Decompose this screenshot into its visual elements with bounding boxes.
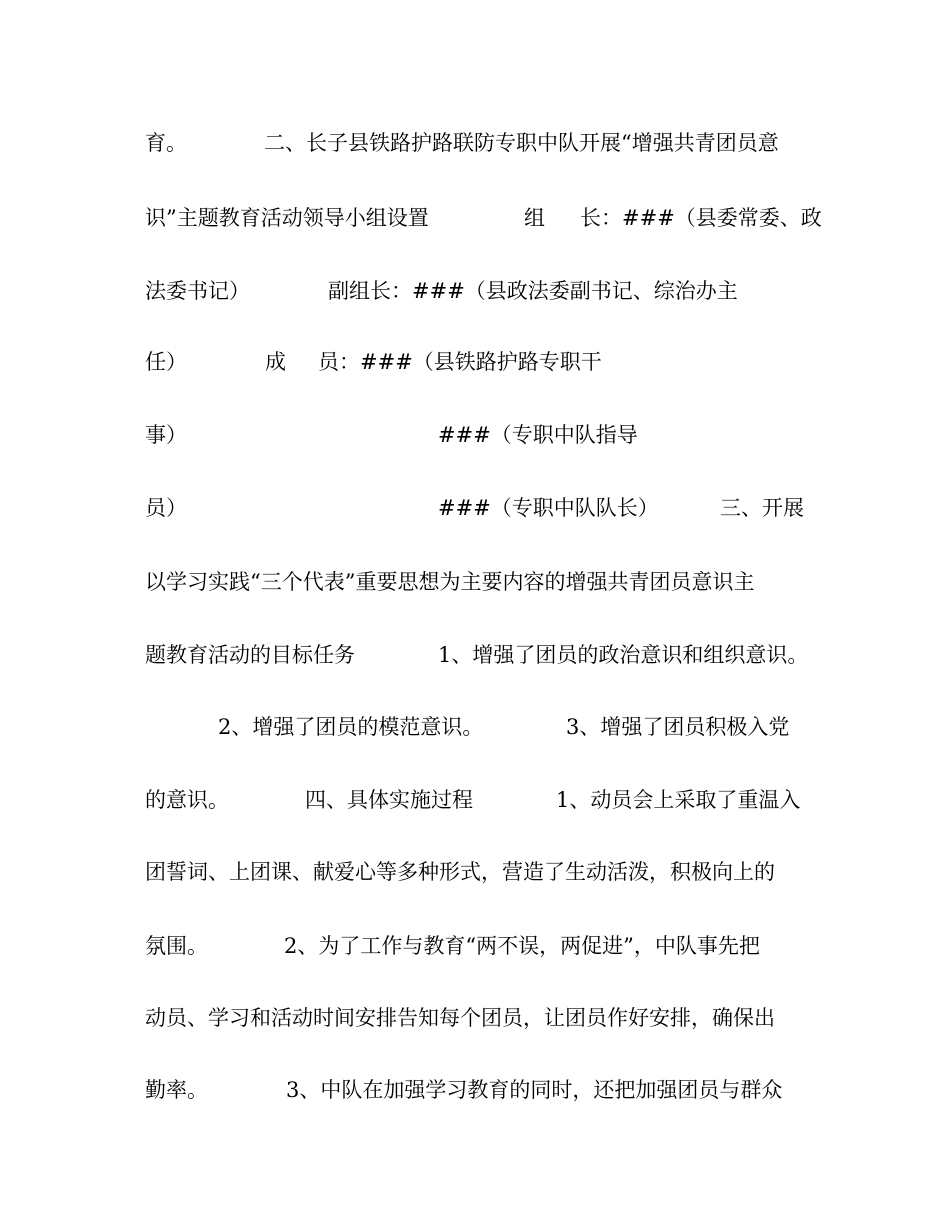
text-segment: 三、开展: [720, 496, 804, 520]
text-segment: ###（专职中队指导: [438, 423, 638, 447]
text-segment: 成: [265, 350, 286, 374]
text-segment: 员）: [145, 496, 187, 520]
text-segment: 的意识。: [145, 788, 229, 812]
text-segment: 副组长：###（县政法委副书记、综治办主: [328, 279, 738, 303]
text-segment: 2、增强了团员的模范意识。: [218, 715, 484, 739]
text-line: [0, 712, 950, 742]
text-segment: 任）: [145, 350, 187, 374]
text-segment: 法委书记）: [145, 279, 250, 303]
text-line: [0, 493, 950, 523]
text-segment: 团誓词、上团课、献爱心等多种形式，营造了生动活泼，积极向上的: [145, 860, 775, 884]
text-line: [0, 128, 950, 158]
text-segment: ###（专职中队队长）: [438, 496, 659, 520]
text-segment: 事）: [145, 423, 187, 447]
text-line: [0, 203, 950, 233]
text-segment: 3、增强了团员积极入党: [566, 715, 790, 739]
text-line: [0, 276, 950, 306]
text-segment: 勤率。: [145, 1078, 208, 1102]
text-segment: 氛围。: [145, 934, 208, 958]
text-segment: 动员、学习和活动时间安排告知每个团员，让团员作好安排，确保出: [145, 1006, 775, 1030]
text-segment: 四、具体实施过程: [305, 788, 473, 812]
text-segment: 2、为了工作与教育“两不误，两促进”，中队事先把: [284, 934, 760, 958]
text-segment: 1、增强了团员的政治意识和组织意识。: [438, 643, 809, 667]
text-segment: 3、中队在加强学习教育的同时，还把加强团员与群众: [286, 1078, 783, 1102]
text-line: [0, 567, 950, 597]
text-line: [0, 640, 950, 670]
text-line: [0, 347, 950, 377]
text-segment: 二、长子县铁路护路联防专职中队开展“增强共青团员意: [264, 131, 779, 155]
text-line: [0, 1075, 950, 1105]
text-line: [0, 931, 950, 961]
text-segment: 以学习实践“三个代表”重要思想为主要内容的增强共青团员意识主: [145, 570, 755, 594]
text-segment: 组: [524, 206, 545, 230]
text-line: [0, 857, 950, 887]
text-line: [0, 1003, 950, 1033]
text-line: [0, 785, 950, 815]
text-segment: 题教育活动的目标任务: [145, 643, 355, 667]
text-segment: 育。: [145, 131, 187, 155]
text-segment: 识”主题教育活动领导小组设置: [145, 206, 429, 230]
text-segment: 长：###（县委常委、政: [580, 206, 822, 230]
text-line: [0, 420, 950, 450]
text-segment: 员：###（县铁路护路专职干: [318, 350, 602, 374]
text-segment: 1、动员会上采取了重温入: [556, 788, 801, 812]
